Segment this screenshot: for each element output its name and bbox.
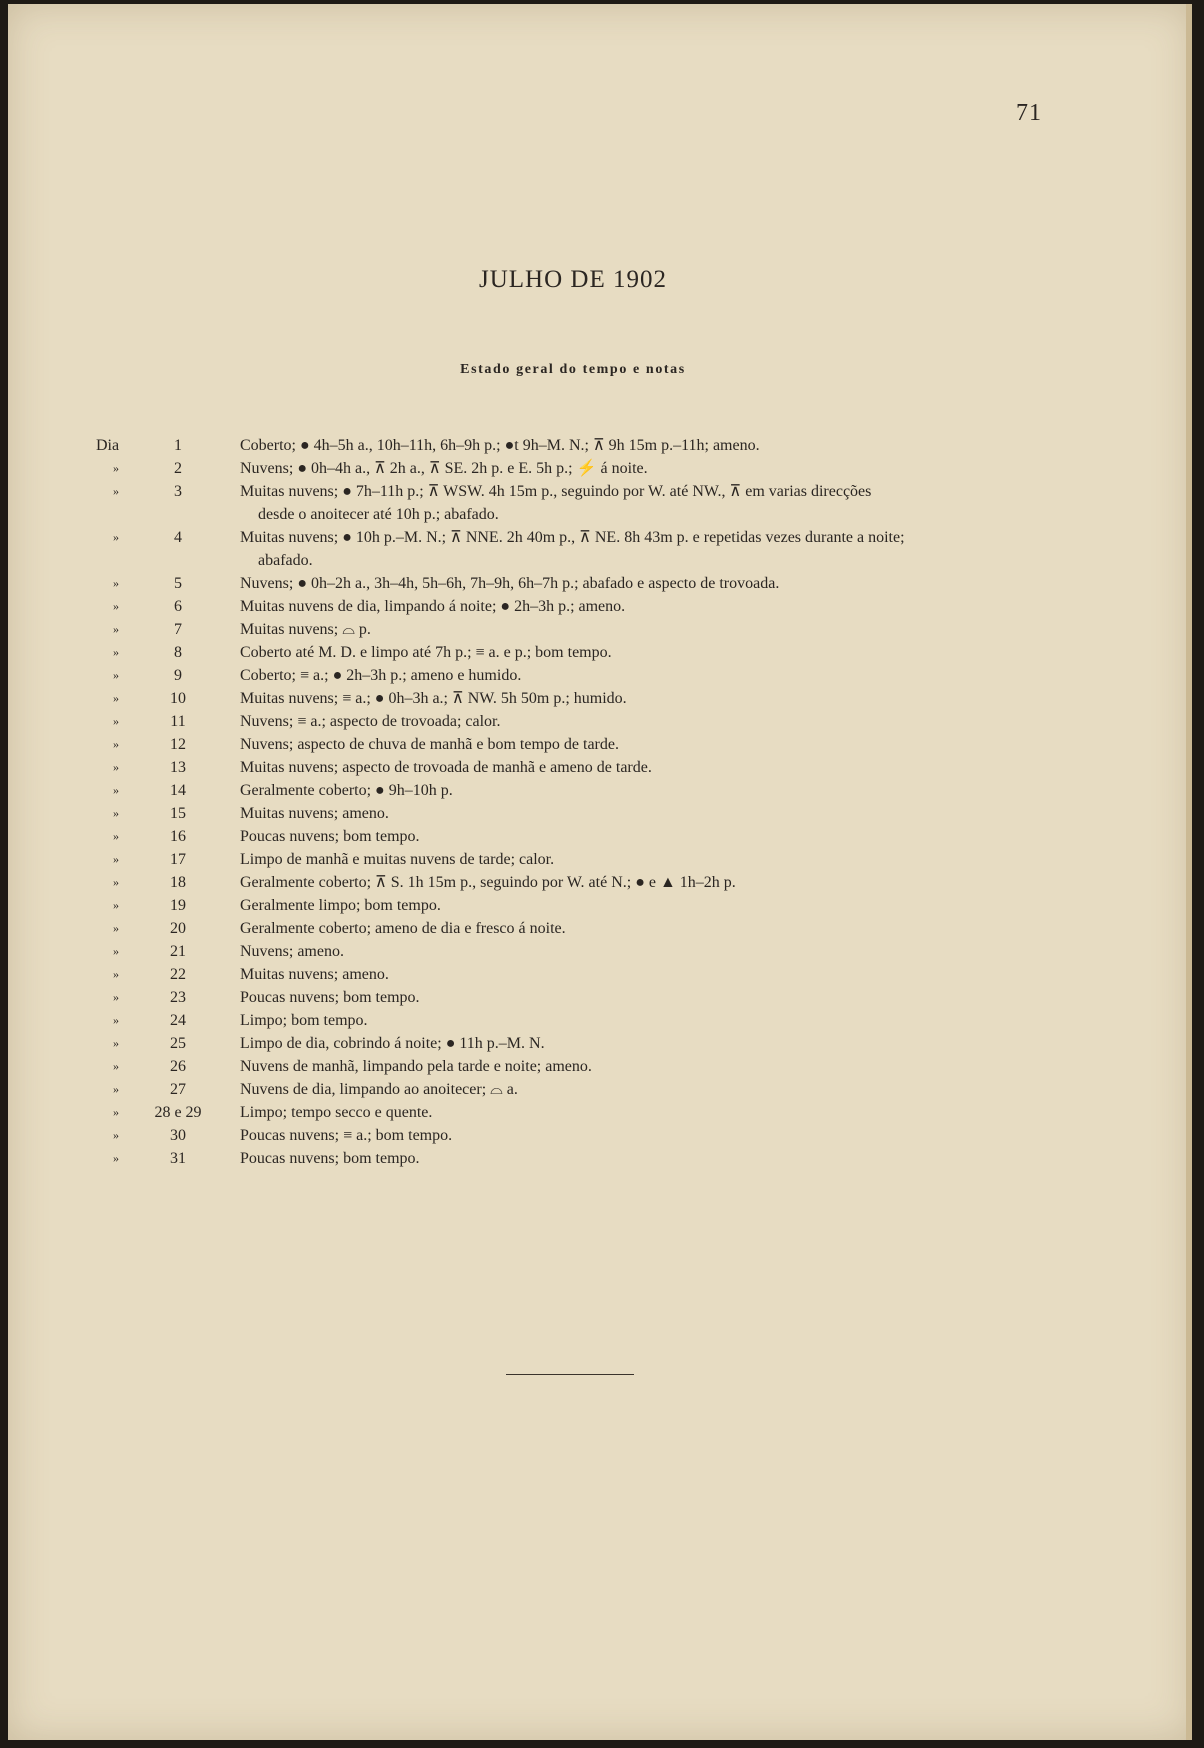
day-number: 7 xyxy=(174,621,182,638)
day-number: 25 xyxy=(170,1035,186,1052)
day-note-text: Nuvens; aspecto de chuva de manhã e bom tempo de tarde. xyxy=(240,736,619,753)
day-note-text: Muitas nuvens; ● 10h p.–M. N.; ⊼ NNE. 2h 40m p., ⊼ NE. 8h 43m p. e repetidas vezes durante a noite; xyxy=(240,529,905,546)
day-note xyxy=(240,986,1060,1009)
list-item xyxy=(8,1055,1178,1078)
day-number: 6 xyxy=(174,598,182,615)
list-item xyxy=(8,434,1178,457)
day-number: 24 xyxy=(170,1012,186,1029)
list-item xyxy=(8,595,1178,618)
ditto-mark: » xyxy=(113,484,119,498)
list-item xyxy=(8,1147,1178,1170)
weather-notes-list xyxy=(8,434,1178,1170)
day-note xyxy=(240,595,1060,618)
ditto-mark: » xyxy=(113,921,119,935)
ditto-mark: » xyxy=(113,783,119,797)
day-note xyxy=(240,825,1060,848)
ditto-mark: » xyxy=(113,967,119,981)
ditto-mark: » xyxy=(113,668,119,682)
list-item xyxy=(8,618,1178,641)
ditto-mark: » xyxy=(113,1059,119,1073)
day-number: 4 xyxy=(174,529,182,546)
page-title: JULHO DE 1902 xyxy=(479,266,667,293)
list-item xyxy=(8,1032,1178,1055)
day-note xyxy=(240,618,1060,641)
day-note xyxy=(240,1055,1060,1078)
day-note xyxy=(240,871,1060,894)
day-note-text: Muitas nuvens de dia, limpando á noite; ● 2h–3h p.; ameno. xyxy=(240,598,626,615)
list-item xyxy=(8,963,1178,986)
list-item xyxy=(8,1124,1178,1147)
day-number: 27 xyxy=(170,1081,186,1098)
ditto-mark: » xyxy=(113,829,119,843)
day-number: 20 xyxy=(170,920,186,937)
day-number: 9 xyxy=(174,667,182,684)
day-note-text: Geralmente coberto; ameno de dia e fresco á noite. xyxy=(240,920,566,937)
ditto-mark: » xyxy=(113,1151,119,1165)
day-number: 15 xyxy=(170,805,186,822)
day-number: 1 xyxy=(174,437,182,454)
ditto-mark: » xyxy=(113,622,119,636)
list-item xyxy=(8,779,1178,802)
day-number: 26 xyxy=(170,1058,186,1075)
list-item xyxy=(8,848,1178,871)
ditto-mark: » xyxy=(113,875,119,889)
day-note xyxy=(240,526,1060,572)
day-note xyxy=(240,779,1060,802)
day-note-text: Muitas nuvens; ● 7h–11h p.; ⊼ WSW. 4h 15m p., seguindo por W. até NW., ⊼ em varias direcções xyxy=(240,483,872,500)
day-note xyxy=(240,733,1060,756)
list-item xyxy=(8,1078,1178,1101)
list-item xyxy=(8,733,1178,756)
day-note-text: Muitas nuvens; ≡ a.; ● 0h–3h a.; ⊼ NW. 5h 50m p.; humido. xyxy=(240,690,627,707)
day-note-text: Poucas nuvens; bom tempo. xyxy=(240,989,420,1006)
day-note-text: Poucas nuvens; ≡ a.; bom tempo. xyxy=(240,1127,453,1144)
ditto-mark: » xyxy=(113,852,119,866)
day-note-text: Coberto; ● 4h–5h a., 10h–11h, 6h–9h p.; ●t 9h–M. N.; ⊼ 9h 15m p.–11h; ameno. xyxy=(240,437,760,454)
ditto-mark: » xyxy=(113,576,119,590)
day-note-text: Limpo; tempo secco e quente. xyxy=(240,1104,433,1121)
day-number: 8 xyxy=(174,644,182,661)
day-number: 11 xyxy=(170,713,186,730)
list-item xyxy=(8,986,1178,1009)
day-note xyxy=(240,1101,1060,1124)
day-number: 30 xyxy=(170,1127,186,1144)
day-number: 3 xyxy=(174,483,182,500)
list-item xyxy=(8,641,1178,664)
day-note xyxy=(240,1124,1060,1147)
list-item xyxy=(8,687,1178,710)
ditto-mark: » xyxy=(113,737,119,751)
day-number: 2 xyxy=(174,460,182,477)
day-number: 13 xyxy=(170,759,186,776)
ditto-mark: » xyxy=(113,898,119,912)
list-item xyxy=(8,710,1178,733)
day-note xyxy=(240,894,1060,917)
list-item xyxy=(8,480,1178,526)
document-page xyxy=(8,4,1192,1740)
list-item xyxy=(8,664,1178,687)
day-note xyxy=(240,664,1060,687)
day-note xyxy=(240,687,1060,710)
list-item xyxy=(8,894,1178,917)
day-number: 5 xyxy=(174,575,182,592)
day-number: 19 xyxy=(170,897,186,914)
page-subtitle: Estado geral do tempo e notas xyxy=(460,362,686,377)
day-note xyxy=(240,756,1060,779)
day-number: 18 xyxy=(170,874,186,891)
day-number: 23 xyxy=(170,989,186,1006)
day-number: 28 e 29 xyxy=(154,1104,202,1121)
day-note-text: Coberto até M. D. e limpo até 7h p.; ≡ a. e p.; bom tempo. xyxy=(240,644,612,661)
day-note xyxy=(240,848,1060,871)
page-number: 71 xyxy=(1016,100,1042,126)
ditto-mark: » xyxy=(113,645,119,659)
day-note xyxy=(240,1147,1060,1170)
day-prefix-label: Dia xyxy=(96,437,120,454)
day-number: 22 xyxy=(170,966,186,983)
day-number: 10 xyxy=(170,690,186,707)
list-item xyxy=(8,526,1178,572)
ditto-mark: » xyxy=(113,1082,119,1096)
list-item xyxy=(8,917,1178,940)
list-item xyxy=(8,802,1178,825)
day-note-text: Nuvens; ● 0h–4h a., ⊼ 2h a., ⊼ SE. 2h p. e E. 5h p.; ⚡ á noite. xyxy=(240,460,648,477)
ditto-mark: » xyxy=(113,990,119,1004)
day-note xyxy=(240,1032,1060,1055)
day-note-continuation: abafado. xyxy=(258,552,313,569)
list-item xyxy=(8,825,1178,848)
day-note-text: Nuvens; ameno. xyxy=(240,943,344,960)
day-note-text: Limpo de manhã e muitas nuvens de tarde; calor. xyxy=(240,851,555,868)
day-note-continuation: desde o anoitecer até 10h p.; abafado. xyxy=(258,506,499,523)
ditto-mark: » xyxy=(113,461,119,475)
day-number: 31 xyxy=(170,1150,186,1167)
day-note-text: Nuvens de manhã, limpando pela tarde e noite; ameno. xyxy=(240,1058,592,1075)
day-number: 16 xyxy=(170,828,186,845)
list-item xyxy=(8,756,1178,779)
day-note xyxy=(240,963,1060,986)
day-note-text: Muitas nuvens; ameno. xyxy=(240,805,389,822)
day-note xyxy=(240,572,1060,595)
day-note-text: Muitas nuvens; ameno. xyxy=(240,966,389,983)
day-note xyxy=(240,1078,1060,1101)
ditto-mark: » xyxy=(113,760,119,774)
day-note-text: Limpo; bom tempo. xyxy=(240,1012,368,1029)
day-note xyxy=(240,940,1060,963)
ditto-mark: » xyxy=(113,806,119,820)
day-note-text: Geralmente coberto; ⊼ S. 1h 15m p., seguindo por W. até N.; ● e ▲ 1h–2h p. xyxy=(240,874,736,891)
day-note-text: Muitas nuvens; aspecto de trovoada de manhã e ameno de tarde. xyxy=(240,759,652,776)
list-item xyxy=(8,1101,1178,1124)
day-note-text: Poucas nuvens; bom tempo. xyxy=(240,1150,420,1167)
ditto-mark: » xyxy=(113,1128,119,1142)
ditto-mark: » xyxy=(113,944,119,958)
list-item xyxy=(8,1009,1178,1032)
ditto-mark: » xyxy=(113,691,119,705)
ditto-mark: » xyxy=(113,1013,119,1027)
day-note-text: Nuvens; ● 0h–2h a., 3h–4h, 5h–6h, 7h–9h, 6h–7h p.; abafado e aspecto de trovoada. xyxy=(240,575,780,592)
ditto-mark: » xyxy=(113,714,119,728)
ditto-mark: » xyxy=(113,1105,119,1119)
list-item xyxy=(8,572,1178,595)
day-note-text: Nuvens de dia, limpando ao anoitecer; ⌓ a. xyxy=(240,1081,518,1098)
day-note xyxy=(240,480,1060,526)
day-number: 14 xyxy=(170,782,186,799)
ditto-mark: » xyxy=(113,599,119,613)
day-number: 17 xyxy=(170,851,186,868)
page-edge xyxy=(1186,4,1192,1740)
day-note xyxy=(240,917,1060,940)
day-note-text: Geralmente coberto; ● 9h–10h p. xyxy=(240,782,453,799)
day-note xyxy=(240,641,1060,664)
day-note xyxy=(240,802,1060,825)
day-note-text: Poucas nuvens; bom tempo. xyxy=(240,828,420,845)
list-item xyxy=(8,457,1178,480)
day-note-text: Muitas nuvens; ⌓ p. xyxy=(240,621,371,638)
day-number: 12 xyxy=(170,736,186,753)
day-note-text: Limpo de dia, cobrindo á noite; ● 11h p.–M. N. xyxy=(240,1035,545,1052)
day-note xyxy=(240,434,1060,457)
day-note-text: Nuvens; ≡ a.; aspecto de trovoada; calor. xyxy=(240,713,501,730)
day-note-text: Coberto; ≡ a.; ● 2h–3h p.; ameno e humido. xyxy=(240,667,522,684)
ditto-mark: » xyxy=(113,530,119,544)
day-note xyxy=(240,1009,1060,1032)
list-item xyxy=(8,871,1178,894)
day-note xyxy=(240,457,1060,480)
list-item xyxy=(8,940,1178,963)
closing-rule xyxy=(506,1374,634,1375)
day-note xyxy=(240,710,1060,733)
ditto-mark: » xyxy=(113,1036,119,1050)
day-note-text: Geralmente limpo; bom tempo. xyxy=(240,897,441,914)
day-number: 21 xyxy=(170,943,186,960)
